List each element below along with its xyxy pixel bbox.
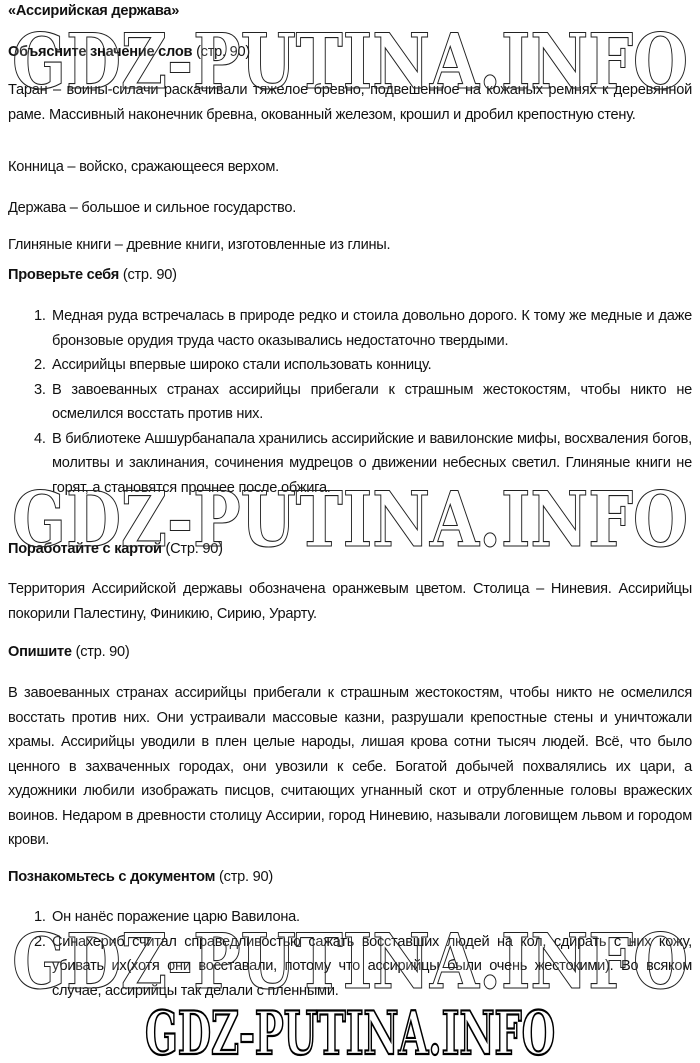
list-number: 1. (34, 308, 46, 324)
heading-text: Поработайте с картой (8, 541, 162, 557)
heading-text: Познакомьтесь с документом (8, 869, 216, 885)
map-text: Территория Ассирийской державы обозначена оранжевым цветом. Столица – Ниневия. Ассирийцы покорили Палестину, Финикию, Сирию, Урарту. (8, 581, 692, 622)
list-number: 1. (34, 909, 46, 925)
page-ref: (стр. 90) (122, 267, 177, 283)
list-text: В завоеванных странах ассирийцы прибегали к страшным жестокостям, чтобы никто не осмелился восстать против них. (52, 381, 692, 422)
section-heading-map (8, 541, 692, 557)
svg-text:GDZ-PUTINA.INFO: GDZ-PUTINA.INFO (145, 1000, 555, 1063)
list-item (8, 304, 692, 353)
list-text: Синахериб считал справедливостью сажать восставших людей на кол, сдирать с них кожу, убивать их(хотя они восставали, потому что ассирийцы были очень жестокими). Во всяком случае, ассирийцы так делали с пленными. (52, 933, 692, 999)
definition-konnitsa: Конница – войско, сражающееся верхом. (8, 159, 279, 175)
list-item (8, 905, 692, 930)
heading-text: Объясните значение слов (8, 44, 193, 60)
heading-text: Опишите (8, 644, 72, 660)
definition-taran: Таран – воины-силачи раскачивали тяжелое бревно, подвешенное на кожаных ремнях к деревянной раме. Массивный наконечник бревна, окованный железом, крошил и дробил крепостную стену. (8, 82, 692, 123)
page-ref: (Стр. 90) (165, 541, 223, 557)
section-heading-check (8, 267, 692, 283)
list-text: В библиотеке Ашшурбанапала хранились ассирийские и вавилонские мифы, восхваления богов, молитвы и заклинания, сочинения мудрецов о движении небесных светил. Глиняные книги не горят, а становятся прочнее после обжига. (52, 430, 692, 496)
list-item (8, 353, 692, 378)
section-heading-describe (8, 644, 692, 660)
page-ref: (стр. 90) (219, 869, 273, 885)
definition-clay-books: Глиняные книги – древние книги, изготовленные из глины. (8, 237, 391, 253)
svg-text:GDZ-PUTINA.INFO: GDZ-PUTINA.INFO (12, 478, 688, 558)
list-item (8, 378, 692, 427)
list-number: 3. (34, 381, 46, 398)
list-number: 4. (34, 430, 46, 447)
watermark-bottom (0, 1000, 700, 1063)
definition-derzhava: Держава – большое и сильное государство. (8, 200, 297, 216)
svg-text:GDZ-PUTINA.INFO: GDZ-PUTINA.INFO (12, 920, 688, 1000)
heading-text: Проверьте себя (8, 267, 120, 283)
section-heading-document (8, 869, 692, 885)
document-list (8, 905, 692, 1003)
list-number: 2. (34, 933, 46, 950)
page-title: «Ассирийская держава» (8, 3, 180, 19)
svg-text:GDZ-PUTINA.INFO: GDZ-PUTINA.INFO (12, 20, 688, 100)
list-text: Медная руда встречалась в природе редко и стоила довольно дорого. К тому же медные и даже бронзовые орудия труда часто оказывались недостаточно твердыми. (52, 308, 692, 349)
page-ref: (стр. 90) (196, 44, 250, 60)
check-list (8, 304, 692, 500)
section-heading-words (8, 44, 692, 60)
list-item (8, 930, 692, 1004)
page-ref: (стр. 90) (75, 644, 130, 660)
list-text: Ассирийцы впервые широко стали использовать конницу. (52, 357, 432, 373)
list-number: 2. (34, 357, 46, 373)
describe-text: В завоеванных странах ассирийцы прибегали к страшным жестокостям, чтобы никто не осмелился восстать против них. Они устраивали массовые казни, разрушали крепостные стены и уничтожали храмы. Ассирийцы уводили в плен целые народы, лишая крова сотни тысяч людей. Всё, что было ценного в захваченных городах, они увозили к себе. Богатой добычей похвалялись их цари, а художники любили изображать писцов, считающих угнанный скот и отрубленные головы вражеских воинов. Недаром в древности столицу Ассирии, город Ниневию, называли логовищем львом и городом крови. (8, 685, 692, 848)
list-text: Он нанёс поражение царю Вавилона. (52, 909, 300, 925)
list-item (8, 427, 692, 501)
